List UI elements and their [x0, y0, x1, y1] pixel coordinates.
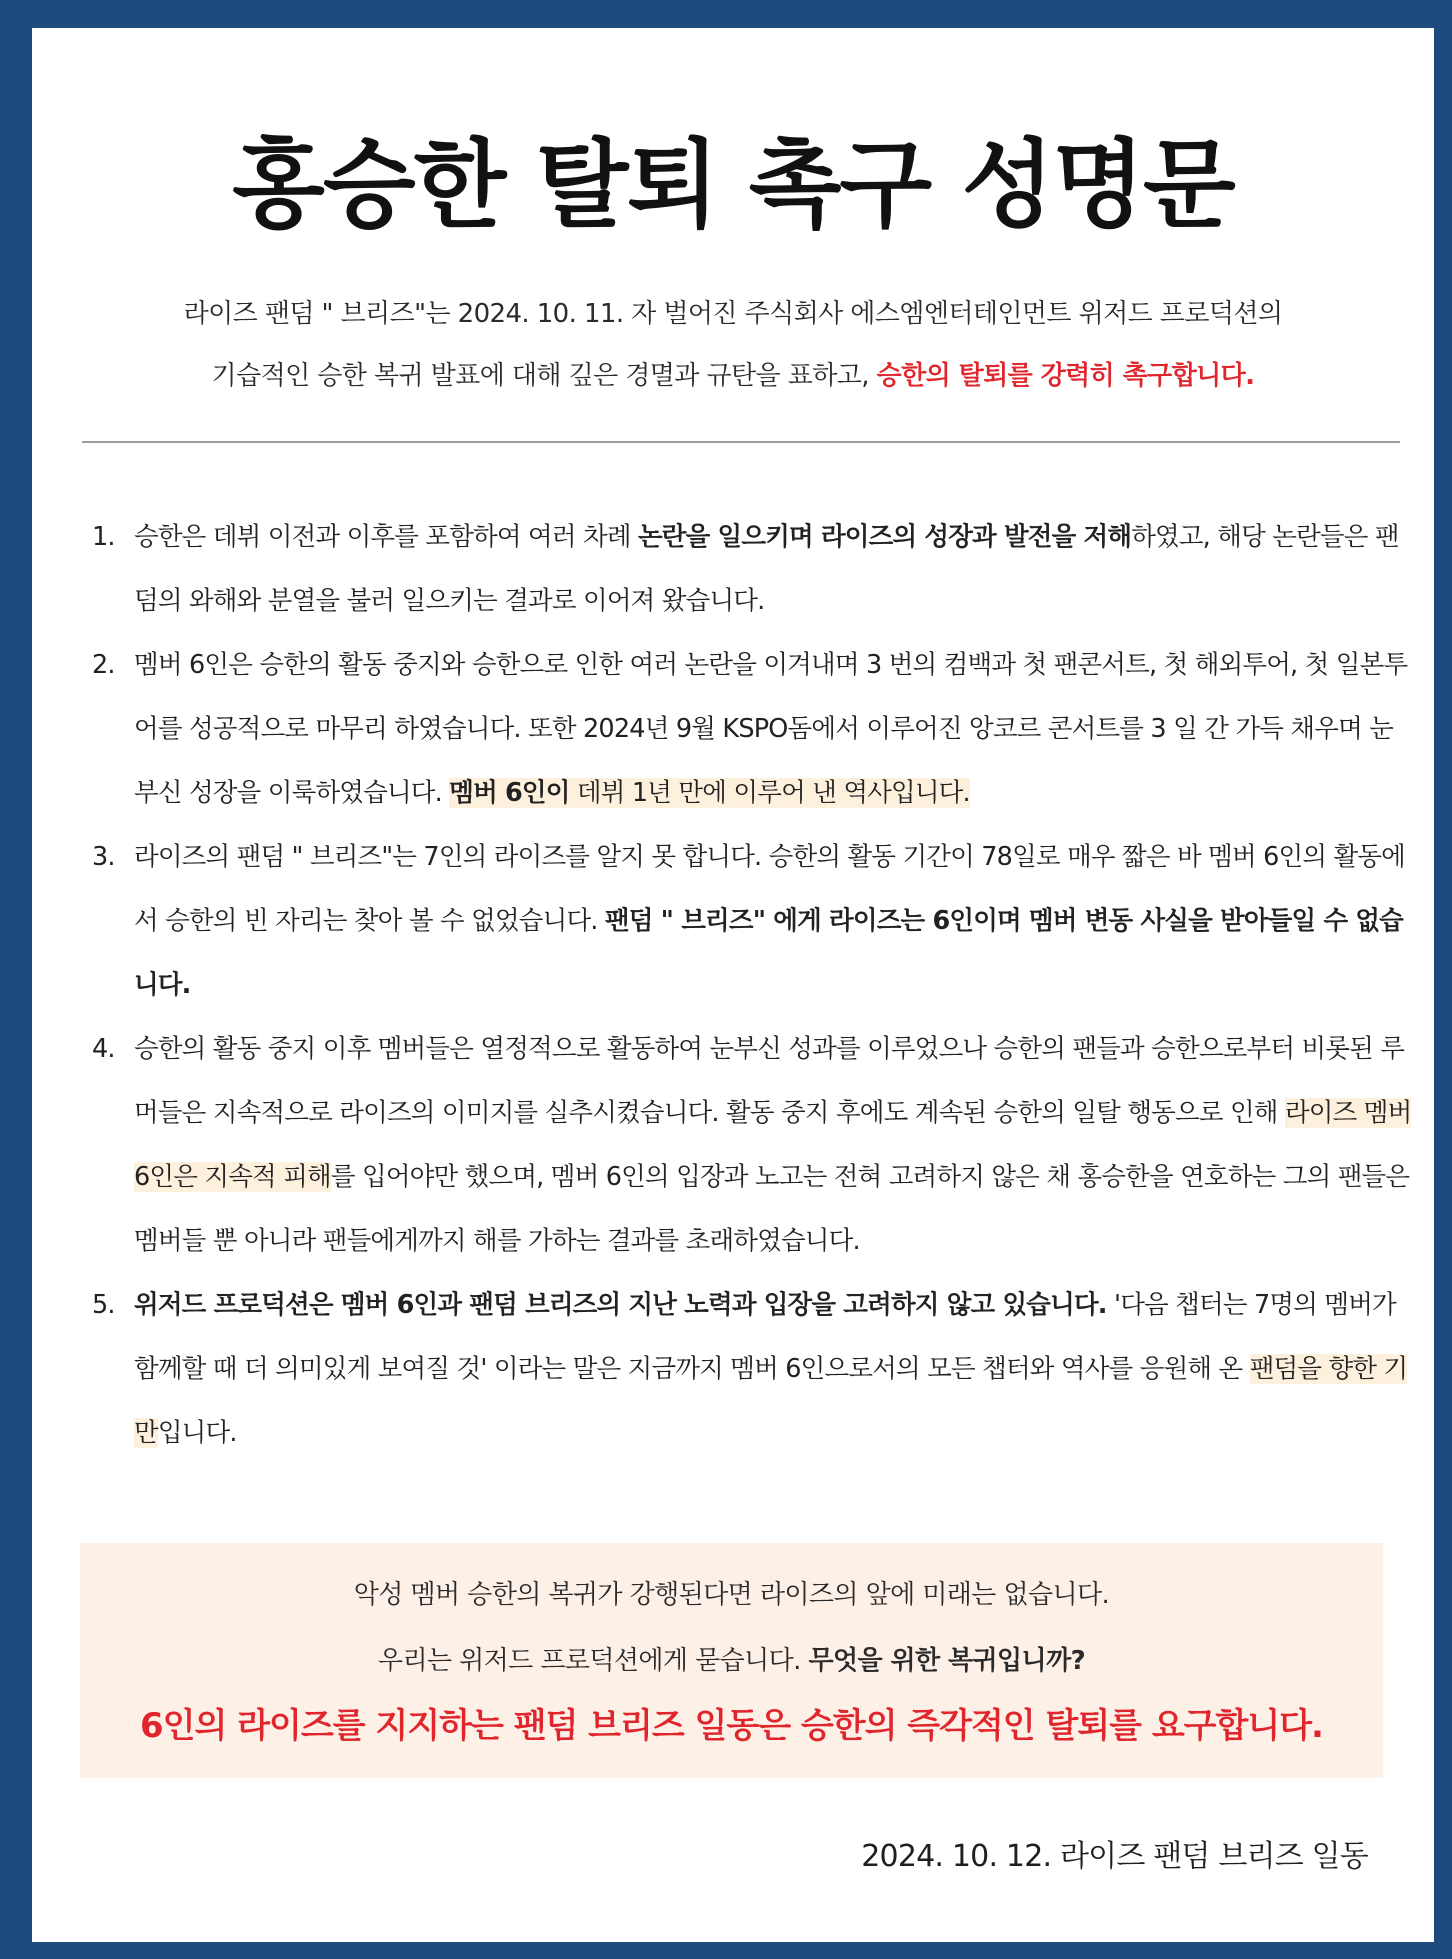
closing-line-2: [80, 1641, 1383, 1681]
item-highlight-bold-text: 멤버 6인이: [449, 778, 570, 808]
closing-line-1: 악성 멤버 승한의 복귀가 강행된다면 라이즈의 앞에 미래는 없습니다.: [353, 1580, 1110, 1610]
item-number: 3.: [92, 842, 115, 872]
intro-line-2: [112, 345, 1354, 407]
closing-question: 무엇을 위한 복귀입니까?: [808, 1646, 1086, 1676]
page-title: 홍승한 탈퇴 촉구 성명문: [232, 129, 1234, 241]
item-text: 승한은 데뷔 이전과 이후를 포함하여 여러 차례: [134, 522, 638, 552]
item-text: 멤버 6인은 승한의 활동 중지와 승한으로 인한 여러 논란을 이겨내며 3 번의 컴백과 첫 팬콘서트, 첫 해외투어, 첫 일본투어를 성공적으로 마무리 하였습니다. 또한 2024년 9월 KSPO돔에서 이루어진 앙코르 콘서트를 3 일 간 가득 채우며 눈부신 성장을 이룩하였습니다.: [134, 650, 1408, 808]
intro-line-2-text: 기습적인 승한 복귀 발표에 대해 깊은 경멸과 규탄을 표하고,: [211, 361, 877, 391]
item-text: '다음 챕터는 7명의 멤버가 함께할 때 더 의미있게 보여질 것' 이라는 말은 지금까지 멤버 6인으로서의 모든 챕터와 역사를 응원해 온: [134, 1290, 1396, 1384]
item-highlight-text: 라이즈 멤버 6인은 지속적 피해: [134, 1098, 1412, 1192]
item-number: 2.: [92, 650, 115, 680]
list-item: [92, 1273, 1414, 1465]
section-divider: [82, 441, 1400, 443]
item-highlight-text: 팬덤을 향한 기만: [134, 1354, 1408, 1448]
item-bold-text: 논란을 일으키며 라이즈의 성장과 발전을 저해: [637, 522, 1132, 552]
intro-paragraph: [112, 283, 1354, 407]
item-bold-text: 팬덤 " 브리즈" 에게 라이즈는 6인이며 멤버 변동 사실을 받아들일 수 없습니다.: [134, 906, 1404, 1000]
list-item: [92, 505, 1414, 633]
statement-items-list: [92, 505, 1414, 1465]
item-text: 라이즈의 팬덤 " 브리즈"는 7인의 라이즈를 알지 못 합니다. 승한의 활동 기간이 78일로 매우 짧은 바 멤버 6인의 활동에서 승한의 빈 자리는 찾아 볼 수 없었습니다.: [134, 842, 1406, 936]
list-item: [92, 825, 1414, 1017]
item-highlight-text: 데뷔 1년 만에 이루어 낸 역사입니다.: [569, 778, 970, 808]
item-number: 5.: [92, 1290, 115, 1320]
item-text: 입니다.: [157, 1418, 237, 1448]
statement-document: [32, 28, 1434, 1942]
item-text: 승한의 활동 중지 이후 멤버들은 열정적으로 활동하여 눈부신 성과를 이루었으나 승한의 팬들과 승한으로부터 비롯된 루머들은 지속적으로 라이즈의 이미지를 실추시켰습니다. 활동 중지 후에도 계속된 승한의 일탈 행동으로 인해: [134, 1034, 1405, 1128]
list-item: [92, 1017, 1414, 1273]
closing-question-lead: 우리는 위저드 프로덕션에게 묻습니다.: [377, 1646, 809, 1676]
item-number: 1.: [92, 522, 115, 552]
item-highlight: [449, 778, 970, 808]
item-text: 를 입어야만 했으며, 멤버 6인의 입장과 노고는 전혀 고려하지 않은 채 홍승한을 연호하는 그의 팬들은 멤버들 뿐 아니라 팬들에게까지 해를 가하는 결과를 초래하였습니다.: [134, 1162, 1410, 1256]
item-text: 하였고, 해당 논란들은 팬덤의 와해와 분열을 불러 일으키는 결과로 이어져 왔습니다.: [134, 522, 1399, 616]
signature-line: 2024. 10. 12. 라이즈 팬덤 브리즈 일동: [861, 1839, 1368, 1874]
intro-line-1: 라이즈 팬덤 " 브리즈"는 2024. 10. 11. 자 벌어진 주식회사 에스엠엔터테인먼트 위저드 프로덕션의: [183, 299, 1283, 329]
closing-box: [80, 1543, 1383, 1778]
list-item: [92, 633, 1414, 825]
closing-demand: 6인의 라이즈를 지지하는 팬덤 브리즈 일동은 승한의 즉각적인 탈퇴를 요구합니다.: [140, 1706, 1323, 1746]
item-number: 4.: [92, 1034, 115, 1064]
intro-demand-text: 승한의 탈퇴를 강력히 촉구합니다.: [876, 361, 1255, 391]
item-bold-text: 위저드 프로덕션은 멤버 6인과 팬덤 브리즈의 지난 노력과 입장을 고려하지 않고 있습니다.: [134, 1290, 1107, 1320]
